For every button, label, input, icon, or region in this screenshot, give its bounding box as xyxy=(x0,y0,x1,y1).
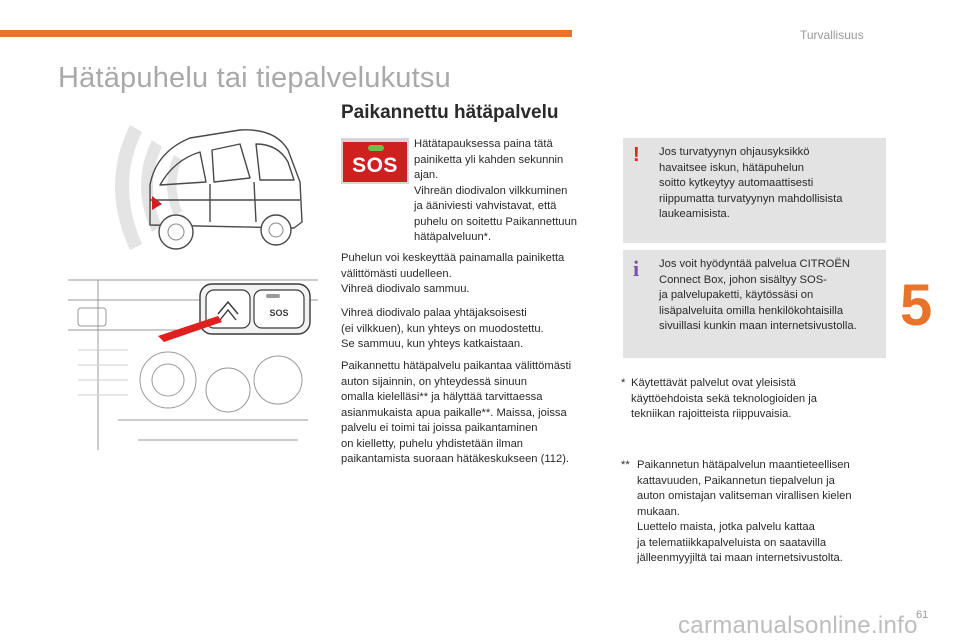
page-title: Hätäpuhelu tai tiepalvelukutsu xyxy=(58,62,451,94)
footnote-1: Käytettävät palvelut ovat yleisistä käyttöehdoista sekä teknologioiden ja tekniikan rajoitteista riippuvaisia. xyxy=(631,377,817,420)
watermark: carmanualsonline.info xyxy=(678,612,918,639)
footnote-2: Paikannetun hätäpalvelun maantieteellisen kattavuuden, Paikannetun tiepalvelun ja auton omistajan valitseman virallisen kielen mukaan. Luettelo maista, jotka palvelu kattaa ja telematiikkapalveluista on saatavilla jälleenmyyjiltä tai maan internetsivustolta. xyxy=(637,459,852,564)
dashboard-illustration xyxy=(58,270,328,460)
sos-button-image xyxy=(341,138,409,184)
page-number: 61 xyxy=(916,609,929,621)
footnote-1-marker: * xyxy=(621,377,626,389)
info-box xyxy=(623,250,886,358)
paragraph-cancel-call: Puhelun voi keskeyttää painamalla painiketta välittömästi uudelleen. Vihreä diodivalo sammuu. xyxy=(341,252,565,295)
info-icon: i xyxy=(633,256,640,281)
info-text: Jos voit hyödyntää palvelua CITROËN Connect Box, johon sisältyy SOS- ja palvelupaketti, käytössäsi on lisäpalveluita omilla henkilökohtaisilla sivuillasi kunkin maan internetsivustolla. xyxy=(659,258,857,332)
section-label: Turvallisuus xyxy=(800,28,864,42)
green-led-icon xyxy=(368,145,384,151)
warning-text: Jos turvatyynyn ohjausyksikkö havaitsee iskun, hätäpuhelun soitto kytkeytyy automaattisesti riippumatta turvatyynyn mahdollisista laukeamisista. xyxy=(659,146,843,220)
exclamation-icon: ! xyxy=(633,144,640,166)
car-illustration xyxy=(90,100,330,270)
sos-label: SOS xyxy=(352,154,398,177)
sos-instructions: Hätätapauksessa paina tätä painiketta yli kahden sekunnin ajan. Vihreän diodivalon vilkkuminen ja ääniviesti vahvistavat, että puhelu on soitettu Paikannettuun hätäpalveluun*. xyxy=(414,138,577,243)
warning-box xyxy=(623,138,886,243)
chapter-number: 5 xyxy=(900,273,933,338)
paragraph-led-status: Vihreä diodivalo palaa yhtäjaksoisesti (ei vilkkuen), kun yhteys on muodostettu. Se sammuu, kun yhteys katkaistaan. xyxy=(341,307,544,350)
paragraph-service-description: Paikannettu hätäpalvelu paikantaa välittömästi auton sijainnin, on yhteydessä sinuun omalla kielelläsi** ja hälyttää tarvittaessa asianmukaista apua paikalle**. Maissa, joissa palvelu ei toimi tai joissa paikantaminen on kielletty, puhelu yhdistetään ilman paikantamista suoraan hätäkeskukseen (112). xyxy=(341,360,572,465)
header-accent-bar xyxy=(0,30,572,37)
section-subtitle: Paikannettu hätäpalvelu xyxy=(341,102,559,123)
panel-sos-label: SOS xyxy=(269,308,289,318)
footnote-2-marker: ** xyxy=(621,459,630,471)
